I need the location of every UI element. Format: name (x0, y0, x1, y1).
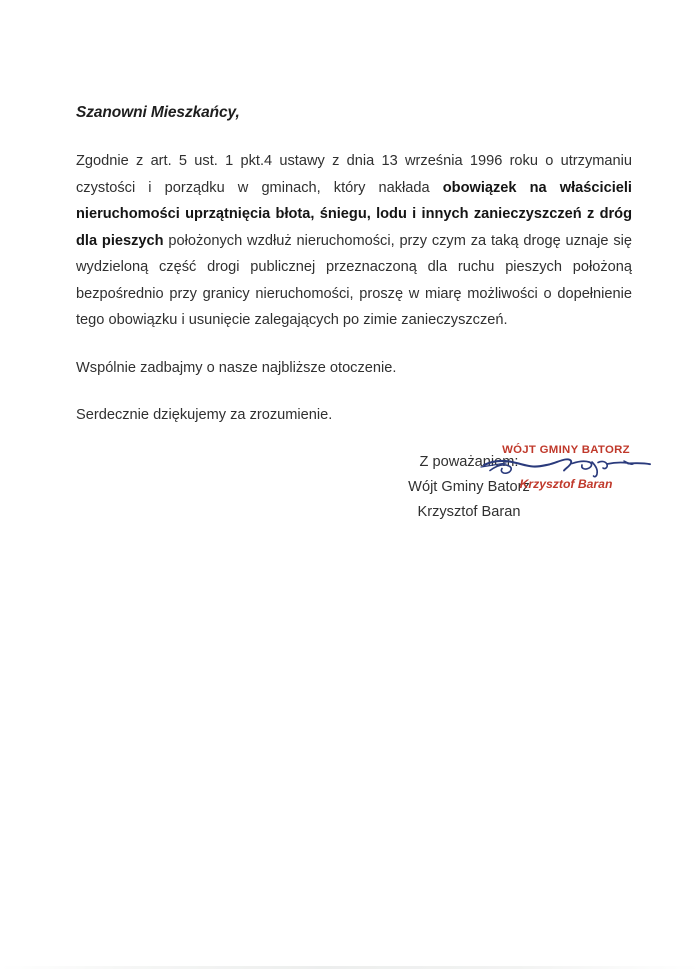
closing-line-regards: Z poważaniem: (419, 453, 519, 470)
body-paragraph-3: Serdecznie dziękujemy za zrozumienie. (76, 406, 333, 423)
paragraph-1-segment-bold: obowiązek na właścicieli nieruchomości uprzątnięcia błota, śniegu, lodu i innych zanieczyszczeń z dróg dla pieszych (76, 179, 632, 249)
signature-stamp-block (481, 444, 651, 491)
body-paragraph-1 (76, 148, 632, 334)
closing-line-title: Wójt Gminy Batorz (408, 478, 530, 495)
paragraph-1-segment-plain-1: Zgodnie z art. 5 ust. 1 pkt.4 ustawy z dnia 13 września 1996 roku o utrzymaniu czystości i porządku w gminach, który nakłada (76, 153, 632, 196)
handwritten-signature-icon (481, 456, 651, 482)
closing-line-name: Krzysztof Baran (417, 503, 521, 520)
salutation: Szanowni Mieszkańcy, (76, 104, 240, 121)
stamp-signature-name: Krzysztof Baran (519, 477, 613, 491)
paragraph-1-segment-plain-2: położonych wzdłuż nieruchomości, przy czym za taką drogę uznaje się wydzieloną część drogi publicznej przeznaczoną dla ruchu pieszych położoną bezpośrednio przy granicy nieruchomości, proszę w miarę możliwości o dopełnienie tego obowiązku i usunięcie zalegających po zimie zanieczyszczeń. (76, 232, 632, 328)
stamp-title: WÓJT GMINY BATORZ (502, 444, 630, 456)
body-paragraph-2: Wspólnie zadbajmy o nasze najbliższe otoczenie. (76, 359, 397, 376)
